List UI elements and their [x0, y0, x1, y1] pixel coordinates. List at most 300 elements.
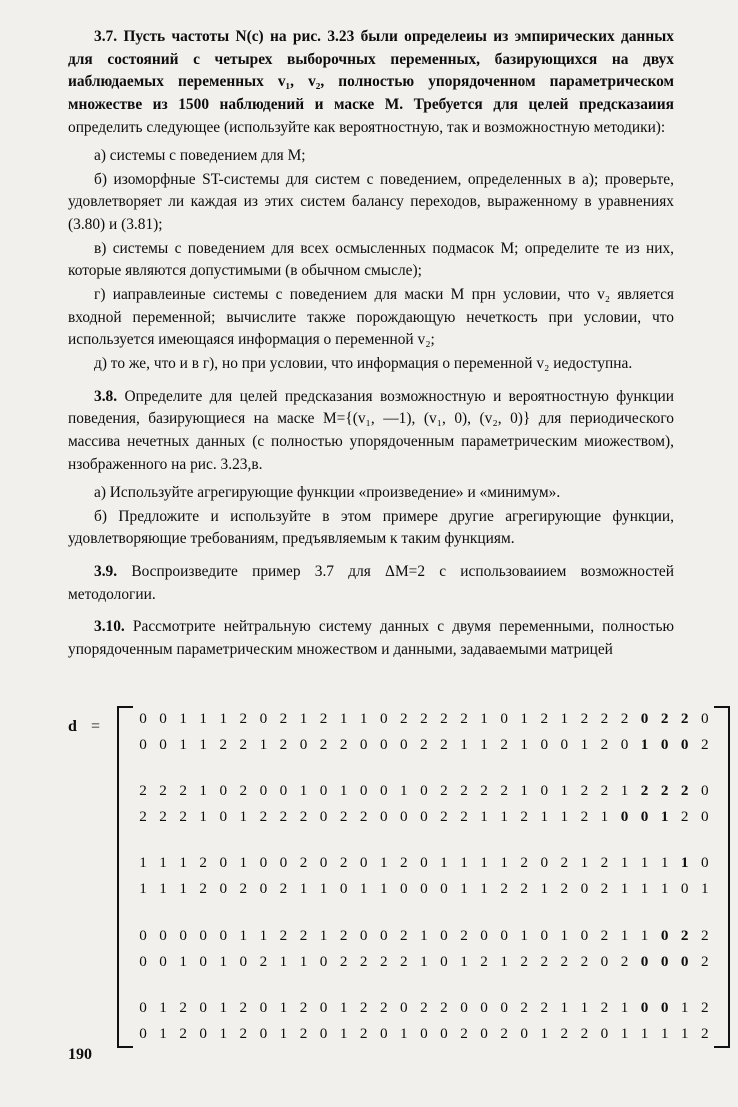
matrix-cell: 1 [500, 952, 508, 970]
matrix-cell: 0 [199, 926, 207, 944]
matrix-cell: 0 [139, 709, 147, 727]
matrix-cell: 0 [239, 952, 248, 970]
matrix-cell: 0 [680, 952, 689, 970]
matrix-cell: 2 [179, 781, 187, 799]
matrix-cell: 0 [259, 781, 268, 799]
matrix-cell: 2 [580, 952, 589, 970]
matrix-cell: 1 [400, 781, 408, 799]
matrix-cell: 1 [239, 808, 248, 826]
matrix-cell: 0 [139, 1024, 147, 1042]
matrix-cell: 1 [199, 781, 207, 799]
matrix-cell: 1 [440, 854, 448, 872]
matrix-cell: 1 [540, 808, 549, 826]
matrix-row-group [134, 706, 714, 758]
matrix-cell: 0 [279, 781, 288, 799]
matrix-row [134, 995, 714, 1021]
matrix-cell: 1 [620, 926, 629, 944]
matrix-cell: 0 [159, 952, 167, 970]
matrix-cell: 1 [159, 998, 167, 1016]
matrix-cell: 2 [279, 735, 288, 753]
matrix-cell: 1 [359, 880, 368, 898]
exercise-3-8-label: 3.8. [94, 387, 118, 405]
matrix-cell: 2 [139, 781, 147, 799]
matrix-row [134, 706, 714, 732]
matrix-cell: 2 [259, 952, 268, 970]
matrix-cell: 1 [560, 808, 569, 826]
matrix-cell: 1 [159, 880, 167, 898]
matrix-row [134, 850, 714, 876]
matrix-cell: 2 [239, 709, 248, 727]
matrix-cell: 1 [199, 735, 207, 753]
matrix-cell: 2 [400, 926, 408, 944]
matrix-cell: 1 [299, 952, 308, 970]
matrix-cell: 0 [199, 1024, 207, 1042]
matrix-cell: 2 [560, 854, 569, 872]
matrix-cell: 1 [259, 926, 268, 944]
matrix-cell: 2 [339, 854, 348, 872]
matrix-cell: 1 [319, 880, 328, 898]
matrix-cell: 2 [420, 735, 428, 753]
matrix-cell: 0 [580, 880, 589, 898]
matrix-cell: 2 [400, 854, 408, 872]
matrix-cell: 2 [680, 926, 689, 944]
matrix-cell: 2 [279, 808, 288, 826]
matrix-cell: 2 [199, 880, 207, 898]
matrix-cell: 1 [199, 808, 207, 826]
matrix-cell: 1 [179, 735, 187, 753]
matrix-cell: 2 [299, 998, 308, 1016]
matrix-cell: 2 [600, 880, 609, 898]
matrix-symbol: d [68, 717, 77, 735]
matrix-cell: 2 [620, 709, 629, 727]
matrix-cell: 1 [299, 880, 308, 898]
matrix-cell: 0 [400, 735, 408, 753]
matrix-cell: 2 [239, 781, 248, 799]
matrix-cell: 2 [339, 808, 348, 826]
matrix-cell: 0 [219, 808, 228, 826]
matrix-cell: 0 [420, 880, 428, 898]
matrix-cell: 0 [700, 808, 709, 826]
matrix-cell: 0 [640, 952, 649, 970]
matrix-row [134, 732, 714, 758]
matrix-cell: 1 [580, 998, 589, 1016]
matrix-cell: 2 [239, 735, 248, 753]
matrix-cell: 2 [279, 926, 288, 944]
matrix-cell: 2 [319, 709, 328, 727]
exercise-3-10-label: 3.10. [94, 618, 125, 636]
matrix-cell: 1 [299, 781, 308, 799]
matrix-row [134, 778, 714, 804]
matrix-cell: 0 [319, 998, 328, 1016]
matrix-cell: 0 [139, 952, 147, 970]
matrix-cell: 2 [239, 1024, 248, 1042]
matrix-cell: 0 [640, 998, 649, 1016]
matrix-cell: 2 [600, 926, 609, 944]
matrix-cell: 1 [640, 735, 649, 753]
matrix-cell: 0 [379, 808, 388, 826]
matrix-cell: 2 [339, 735, 348, 753]
matrix-cell: 2 [480, 952, 488, 970]
matrix-cell: 2 [239, 998, 248, 1016]
matrix-cell: 2 [199, 854, 207, 872]
matrix-cell: 2 [680, 808, 689, 826]
matrix-cell: 1 [219, 1024, 228, 1042]
matrix-cell: 0 [620, 808, 629, 826]
matrix-cell: 1 [480, 808, 488, 826]
matrix-cell: 0 [319, 1024, 328, 1042]
matrix-cell: 0 [540, 854, 549, 872]
matrix-cell: 1 [400, 1024, 408, 1042]
matrix-cell: 0 [420, 1024, 428, 1042]
matrix-cell: 0 [680, 880, 689, 898]
matrix-cell: 1 [600, 808, 609, 826]
matrix-cell: 2 [500, 1024, 508, 1042]
matrix-cell: 2 [139, 808, 147, 826]
matrix-cell: 2 [580, 781, 589, 799]
matrix-row-group [134, 850, 714, 902]
matrix-cell: 2 [440, 781, 448, 799]
matrix-equals-sign: = [91, 717, 101, 735]
matrix-cell: 0 [640, 808, 649, 826]
matrix-cell: 0 [319, 952, 328, 970]
matrix-cell: 1 [540, 1024, 549, 1042]
matrix-cell: 1 [420, 952, 428, 970]
matrix-cell: 1 [379, 854, 388, 872]
matrix-cell: 2 [279, 709, 288, 727]
matrix-cell: 0 [580, 926, 589, 944]
matrix-cell: 0 [460, 998, 468, 1016]
matrix-cell: 0 [600, 1024, 609, 1042]
matrix-cell: 0 [159, 926, 167, 944]
matrix-cell: 2 [520, 952, 528, 970]
matrix-cell: 1 [680, 1024, 689, 1042]
matrix-cell: 0 [219, 854, 228, 872]
matrix-cell: 2 [580, 709, 589, 727]
matrix-cell: 2 [420, 709, 428, 727]
matrix-cell: 0 [379, 735, 388, 753]
matrix-cell: 1 [620, 1024, 629, 1042]
matrix-cell: 1 [640, 1024, 649, 1042]
matrix-cell: 2 [339, 952, 348, 970]
matrix-cell: 1 [179, 952, 187, 970]
matrix-cell: 2 [540, 998, 549, 1016]
exercise-3-8-item-a: а) Используйте агрегирующие функции «произведение» и «минимум». [94, 484, 561, 502]
exercise-3-8-item-b: б) Предложите и используйте в этом примере другие агрегирующие функции, удовлетворяющие требованиям, предъявляемым к таким функциям. [68, 507, 674, 548]
matrix-cell: 0 [179, 926, 187, 944]
matrix-cell: 0 [219, 781, 228, 799]
matrix-cell: 2 [440, 998, 448, 1016]
matrix-cell: 0 [319, 854, 328, 872]
matrix-cell: 1 [279, 952, 288, 970]
matrix-cell: 1 [620, 854, 629, 872]
matrix-cell: 0 [400, 808, 408, 826]
matrix-cell: 0 [700, 709, 709, 727]
exercise-3-10-text: Рассмотрите нейтральную систему данных с двумя переменными, полностью упорядоченным параметрическим множеством и данными, задаваемыми матрицей [68, 618, 674, 659]
matrix-cell: 2 [500, 735, 508, 753]
matrix-cell: 0 [560, 735, 569, 753]
matrix-cell: 1 [640, 880, 649, 898]
matrix-cell: 1 [179, 854, 187, 872]
matrix-cell: 1 [279, 1024, 288, 1042]
matrix-cell: 0 [359, 854, 368, 872]
matrix-cell: 0 [660, 998, 669, 1016]
matrix-cell: 2 [319, 735, 328, 753]
matrix-cell: 0 [259, 880, 268, 898]
matrix-cell: 2 [460, 709, 468, 727]
matrix-cell: 1 [500, 808, 508, 826]
matrix-cell: 1 [580, 854, 589, 872]
matrix-cell: 1 [239, 926, 248, 944]
matrix-cell: 1 [680, 854, 689, 872]
matrix-cell: 1 [460, 735, 468, 753]
matrix-cell: 1 [460, 880, 468, 898]
matrix-cell: 1 [680, 998, 689, 1016]
page-content [68, 26, 709, 1044]
matrix-cell: 0 [139, 735, 147, 753]
matrix-left-bracket [117, 706, 133, 1048]
matrix-cell: 2 [179, 998, 187, 1016]
matrix-cell: 0 [379, 709, 388, 727]
matrix-cell: 1 [319, 926, 328, 944]
matrix-cell: 2 [279, 880, 288, 898]
matrix-cell: 1 [560, 926, 569, 944]
matrix-cell: 1 [520, 735, 528, 753]
matrix-cell: 2 [460, 781, 468, 799]
exercise-3-7-item-b: б) изоморфные ST-системы для систем с поведением, определенных в а); проверьте, удовлетворяет ли каждая из этих систем балансу переходов, выраженному в уравнениях (3.80) и (3.81); [68, 170, 674, 234]
matrix-cell: 2 [560, 1024, 569, 1042]
matrix-cell: 1 [540, 880, 549, 898]
matrix-cell: 2 [359, 998, 368, 1016]
matrix-cell: 1 [620, 998, 629, 1016]
matrix-cell: 2 [700, 998, 709, 1016]
matrix-cell: 1 [259, 735, 268, 753]
matrix-cell: 2 [440, 808, 448, 826]
matrix-cell: 1 [520, 781, 528, 799]
matrix-cell: 0 [219, 926, 228, 944]
matrix-cell: 2 [600, 781, 609, 799]
matrix-cell: 0 [259, 1024, 268, 1042]
matrix-cell: 1 [520, 709, 528, 727]
matrix-cell: 1 [640, 926, 649, 944]
matrix-cell: 1 [279, 998, 288, 1016]
matrix-row [134, 949, 714, 975]
matrix-cell: 2 [460, 926, 468, 944]
matrix-cell: 0 [440, 952, 448, 970]
matrix-cell: 2 [520, 998, 528, 1016]
matrix-cell: 0 [159, 735, 167, 753]
matrix-cell: 2 [339, 926, 348, 944]
matrix-cell: 0 [620, 735, 629, 753]
matrix-cell: 2 [440, 735, 448, 753]
matrix-cell: 2 [500, 781, 508, 799]
matrix-cell: 2 [520, 808, 528, 826]
matrix-cell: 0 [259, 998, 268, 1016]
exercise-3-8-text: Определите для целей предсказания возможностную и вероятностную функции поведения, базирующиеся на маске M={(v₁, —1), (v₁, 0), (v₂, 0)} для периодического массива нечетных данных (с полностью упорядоченным параметрическим миожеством), нзображенного на рис. 3.23,в. [68, 387, 674, 473]
matrix-cell: 0 [319, 781, 328, 799]
matrix-cell: 0 [400, 998, 408, 1016]
matrix-cell: 0 [480, 926, 488, 944]
matrix-cell: 0 [379, 926, 388, 944]
matrix-cell: 0 [480, 998, 488, 1016]
matrix-cell: 1 [660, 880, 669, 898]
matrix-cell: 2 [680, 781, 689, 799]
matrix-cell: 1 [460, 952, 468, 970]
matrix-cell: 1 [219, 952, 228, 970]
matrix-cell: 1 [480, 709, 488, 727]
matrix-cell: 0 [159, 709, 167, 727]
matrix-cell: 2 [179, 808, 187, 826]
matrix-cell: 0 [440, 1024, 448, 1042]
matrix-cell: 0 [219, 880, 228, 898]
matrix-cell: 1 [480, 880, 488, 898]
matrix-cell: 2 [359, 808, 368, 826]
matrix-cell: 2 [259, 808, 268, 826]
matrix-cell: 2 [520, 880, 528, 898]
matrix-cell: 2 [400, 709, 408, 727]
matrix-cell: 2 [700, 952, 709, 970]
matrix-cell: 1 [660, 854, 669, 872]
matrix-cell: 1 [219, 998, 228, 1016]
matrix-cell: 2 [600, 998, 609, 1016]
matrix-cell: 1 [660, 1024, 669, 1042]
exercise-3-7-bold-text: Пусть частоты N(c) на рис. 3.23 были определеиы из эмпирических данных для состояний с четырех выборочных переменных, базирующихся на двух иаблюдаемых переменных v₁, v₂, полностью упорядоченном параметрическом множестве из 1500 наблюдений и маске M. Требуется для целей предсказаиия [68, 28, 674, 113]
exercise-3-10 [68, 616, 674, 661]
matrix-cell: 2 [560, 952, 569, 970]
matrix-cell: 2 [600, 735, 609, 753]
matrix-cell: 2 [660, 781, 669, 799]
matrix-cell: 0 [540, 735, 549, 753]
matrix-cell: 1 [580, 735, 589, 753]
matrix-cell: 0 [299, 735, 308, 753]
matrix-cell: 1 [520, 926, 528, 944]
matrix-row [134, 1021, 714, 1047]
matrix-cell: 1 [339, 1024, 348, 1042]
matrix-cell: 1 [159, 1024, 167, 1042]
matrix-cell: 0 [540, 926, 549, 944]
matrix-cell: 1 [660, 808, 669, 826]
matrix-cell: 0 [379, 781, 388, 799]
matrix-cell: 0 [540, 781, 549, 799]
matrix-cell: 0 [440, 880, 448, 898]
exercise-3-7-item-g: г) иаправлеиные системы с поведением для маски M прн условии, что v₂ является входной переменной; вычислите также порождающую нечеткость при условии, что используется имеющаяся информация о переменной v₂; [68, 286, 674, 349]
matrix-cell: 2 [400, 952, 408, 970]
matrix-cell: 2 [379, 952, 388, 970]
matrix-cell: 2 [640, 781, 649, 799]
matrix-cell: 2 [580, 808, 589, 826]
matrix-cell: 0 [259, 854, 268, 872]
matrix-cell: 2 [700, 926, 709, 944]
matrix-cell: 0 [680, 735, 689, 753]
matrix-row [134, 876, 714, 902]
exercise-3-8 [68, 386, 674, 477]
matrix-cell: 2 [500, 880, 508, 898]
matrix-cell: 1 [700, 880, 709, 898]
matrix-cell: 2 [359, 952, 368, 970]
matrix-cell: 2 [159, 781, 167, 799]
matrix-cell: 0 [279, 854, 288, 872]
matrix-cell: 2 [460, 1024, 468, 1042]
matrix-cell: 2 [480, 781, 488, 799]
matrix-cell: 2 [359, 1024, 368, 1042]
matrix-row-group [134, 995, 714, 1047]
matrix-cell: 1 [299, 709, 308, 727]
matrix-cell: 0 [420, 781, 428, 799]
matrix-cell: 0 [520, 1024, 528, 1042]
matrix-cell: 0 [199, 952, 207, 970]
matrix-right-bracket [714, 706, 730, 1048]
matrix-cell: 1 [139, 854, 147, 872]
matrix-cell: 1 [500, 854, 508, 872]
matrix-cell: 0 [480, 1024, 488, 1042]
matrix-cell: 1 [179, 880, 187, 898]
matrix-cell: 1 [379, 880, 388, 898]
matrix-cell: 1 [560, 781, 569, 799]
matrix-cell: 1 [339, 709, 348, 727]
matrix-cell: 2 [680, 709, 689, 727]
matrix-cell: 1 [339, 781, 348, 799]
matrix-row [134, 804, 714, 830]
matrix-cell: 1 [480, 735, 488, 753]
matrix-cell: 1 [159, 854, 167, 872]
matrix-cell: 2 [560, 880, 569, 898]
matrix-cell: 0 [139, 926, 147, 944]
matrix-row [134, 923, 714, 949]
exercise-3-9-text: Воспроизведите пример 3.7 для ΔM=2 с использоваиием возможностей методологии. [68, 563, 674, 603]
matrix-cell: 0 [339, 880, 348, 898]
matrix-cell: 0 [400, 880, 408, 898]
matrix-cell: 0 [139, 998, 147, 1016]
matrix-cell: 2 [600, 709, 609, 727]
matrix-cell: 2 [239, 880, 248, 898]
matrix-cell: 2 [159, 808, 167, 826]
matrix-cell: 2 [520, 854, 528, 872]
matrix-cell: 0 [379, 1024, 388, 1042]
matrix-cell: 1 [640, 854, 649, 872]
matrix-cell: 1 [339, 998, 348, 1016]
matrix-cell: 2 [540, 952, 549, 970]
matrix-cell: 0 [359, 926, 368, 944]
exercise-3-7-item-v: в) системы с поведением для всех осмысленных подмасок M; определите те из них, которые являются допустимыми (в обычном смысле); [68, 239, 674, 280]
matrix-cell: 0 [259, 709, 268, 727]
matrix-cell: 0 [359, 735, 368, 753]
matrix-cell: 0 [600, 952, 609, 970]
matrix-cell: 0 [359, 781, 368, 799]
matrix-cell: 0 [319, 808, 328, 826]
matrix-cell: 2 [620, 952, 629, 970]
matrix-cell: 1 [359, 709, 368, 727]
matrix-cell: 0 [660, 926, 669, 944]
matrix-cell: 0 [700, 854, 709, 872]
matrix-cell: 2 [299, 1024, 308, 1042]
matrix-cell: 1 [179, 709, 187, 727]
matrix-cell: 2 [420, 998, 428, 1016]
matrix-cell: 2 [299, 808, 308, 826]
matrix-cell: 2 [540, 709, 549, 727]
matrix-cell: 0 [199, 998, 207, 1016]
matrix-cell: 2 [700, 735, 709, 753]
matrix-cell: 2 [580, 1024, 589, 1042]
matrix-cell: 0 [500, 709, 508, 727]
matrix-cell: 0 [420, 808, 428, 826]
matrix-cell: 1 [420, 926, 428, 944]
matrix-cell: 1 [139, 880, 147, 898]
exercise-3-9 [68, 561, 674, 606]
matrix-cell: 0 [700, 781, 709, 799]
matrix-cell: 2 [660, 709, 669, 727]
matrix-cell: 2 [600, 854, 609, 872]
page-number: 190 [68, 1046, 92, 1063]
matrix-cell: 1 [480, 854, 488, 872]
